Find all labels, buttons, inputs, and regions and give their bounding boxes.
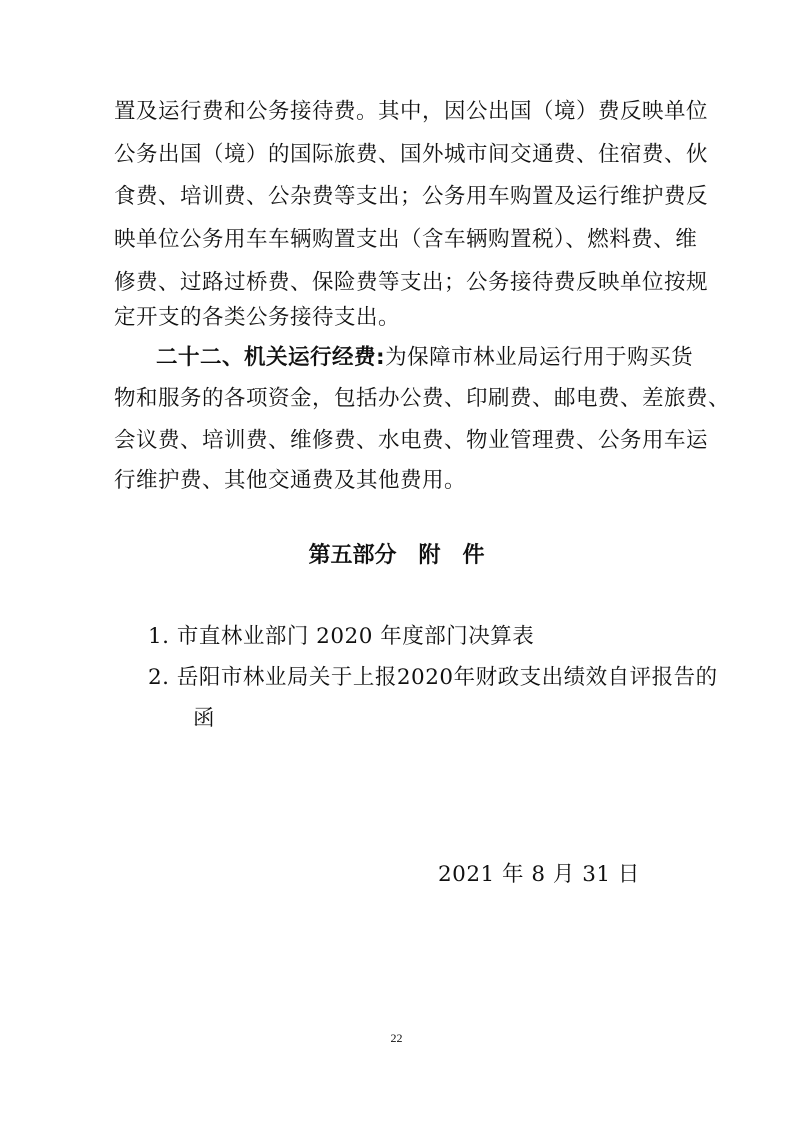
paragraph-first-line [156,343,694,373]
paragraph-line: 映单位公务用车车辆购置支出（含车辆购置税）、燃料费、维 [114,227,698,252]
attachment-item: 2. 岳阳市林业局关于上报2020年财政支出绩效自评报告的 [148,665,718,690]
section-title-part: 第五部分 [308,543,397,568]
paragraph-line: 定开支的各类公务接待支出。 [114,305,401,330]
term-label: 二十二、机关运行经费: [156,345,386,370]
paragraph-line: 行维护费、其他交通费及其他费用。 [114,468,467,493]
attachment-item: 1. 市直林业部门 2020 年度部门决算表 [148,624,535,649]
section-title-rest: 附 件 [418,543,485,568]
document-date: 2021 年 8 月 31 日 [438,862,640,887]
paragraph-line: 物和服务的各项资金，包括办公费、印刷费、邮电费、差旅费、 [114,386,731,411]
attachment-item-continuation: 函 [193,706,216,731]
paragraph-line: 会议费、培训费、维修费、水电费、物业管理费、公务用车运 [114,428,709,453]
page-number: 22 [390,1031,403,1045]
paragraph-line: 公务出国（境）的国际旅费、国外城市间交通费、住宿费、伙 [114,142,709,167]
section-heading [0,541,793,571]
paragraph-line: 置及运行费和公务接待费。其中，因公出国（境）费反映单位 [114,99,709,124]
paragraph-line: 为保障市林业局运行用于购买货 [385,345,694,370]
paragraph-line: 修费、过路过桥费、保险费等支出；公务接待费反映单位按规 [114,270,709,295]
paragraph-line: 食费、培训费、公杂费等支出；公务用车购置及运行维护费反 [114,184,709,209]
